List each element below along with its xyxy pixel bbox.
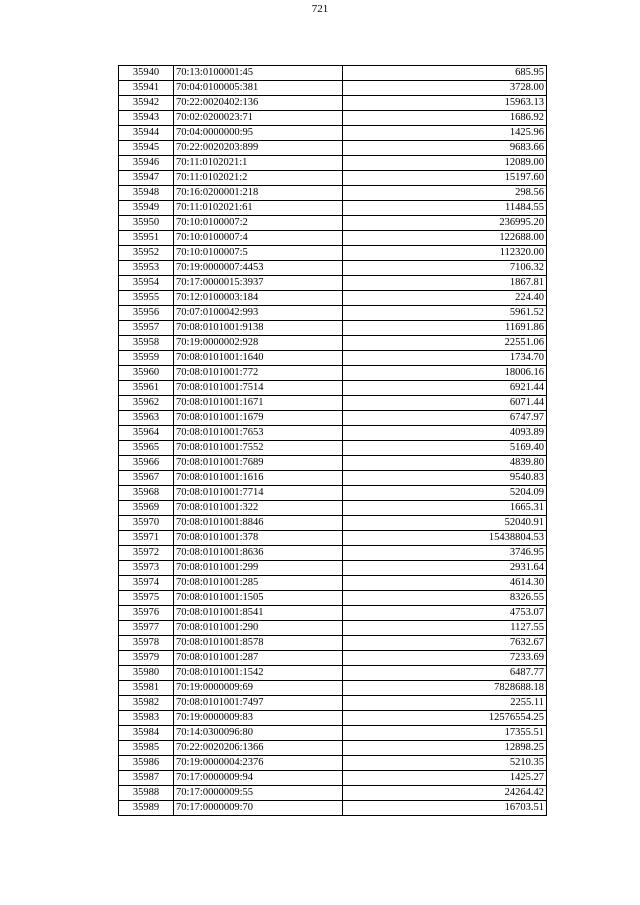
row-number-cell: 35978 bbox=[119, 636, 174, 651]
row-number-cell: 35948 bbox=[119, 186, 174, 201]
value-cell: 4614.30 bbox=[343, 576, 547, 591]
table-row bbox=[119, 96, 547, 111]
table-row bbox=[119, 471, 547, 486]
table-row bbox=[119, 426, 547, 441]
cadastral-number-cell: 70:08:0101001:299 bbox=[174, 561, 343, 576]
value-cell: 112320.00 bbox=[343, 246, 547, 261]
row-number-cell: 35941 bbox=[119, 81, 174, 96]
table-row bbox=[119, 171, 547, 186]
cadastral-number-cell: 70:02:0200023:71 bbox=[174, 111, 343, 126]
row-number-cell: 35972 bbox=[119, 546, 174, 561]
table-row bbox=[119, 591, 547, 606]
row-number-cell: 35943 bbox=[119, 111, 174, 126]
cadastral-number-cell: 70:11:0102021:61 bbox=[174, 201, 343, 216]
row-number-cell: 35944 bbox=[119, 126, 174, 141]
cadastral-number-cell: 70:12:0100003:184 bbox=[174, 291, 343, 306]
cadastral-number-cell: 70:08:0101001:1542 bbox=[174, 666, 343, 681]
page-number: 721 bbox=[311, 3, 329, 15]
cadastral-number-cell: 70:08:0101001:7653 bbox=[174, 426, 343, 441]
value-cell: 7233.69 bbox=[343, 651, 547, 666]
table-row bbox=[119, 261, 547, 276]
table-row bbox=[119, 141, 547, 156]
cadastral-number-cell: 70:22:0020402:136 bbox=[174, 96, 343, 111]
value-cell: 7828688.18 bbox=[343, 681, 547, 696]
row-number-cell: 35954 bbox=[119, 276, 174, 291]
cadastral-number-cell: 70:07:0100042:993 bbox=[174, 306, 343, 321]
table-row bbox=[119, 276, 547, 291]
row-number-cell: 35967 bbox=[119, 471, 174, 486]
value-cell: 6921.44 bbox=[343, 381, 547, 396]
row-number-cell: 35950 bbox=[119, 216, 174, 231]
row-number-cell: 35960 bbox=[119, 366, 174, 381]
row-number-cell: 35951 bbox=[119, 231, 174, 246]
registry-table-body bbox=[119, 66, 547, 816]
value-cell: 1665.31 bbox=[343, 501, 547, 516]
cadastral-number-cell: 70:08:0101001:290 bbox=[174, 621, 343, 636]
value-cell: 16703.51 bbox=[343, 801, 547, 816]
cadastral-number-cell: 70:19:0000009:83 bbox=[174, 711, 343, 726]
value-cell: 685.95 bbox=[343, 66, 547, 81]
value-cell: 2931.64 bbox=[343, 561, 547, 576]
cadastral-number-cell: 70:19:0000009:69 bbox=[174, 681, 343, 696]
table-row bbox=[119, 186, 547, 201]
value-cell: 12576554.25 bbox=[343, 711, 547, 726]
cadastral-number-cell: 70:10:0100007:4 bbox=[174, 231, 343, 246]
row-number-cell: 35976 bbox=[119, 606, 174, 621]
cadastral-number-cell: 70:10:0100007:2 bbox=[174, 216, 343, 231]
row-number-cell: 35970 bbox=[119, 516, 174, 531]
row-number-cell: 35974 bbox=[119, 576, 174, 591]
cadastral-number-cell: 70:08:0101001:322 bbox=[174, 501, 343, 516]
cadastral-number-cell: 70:08:0101001:1640 bbox=[174, 351, 343, 366]
value-cell: 18006.16 bbox=[343, 366, 547, 381]
table-row bbox=[119, 711, 547, 726]
value-cell: 24264.42 bbox=[343, 786, 547, 801]
cadastral-number-cell: 70:11:0102021:1 bbox=[174, 156, 343, 171]
value-cell: 5961.52 bbox=[343, 306, 547, 321]
table-row bbox=[119, 771, 547, 786]
cadastral-number-cell: 70:17:0000009:94 bbox=[174, 771, 343, 786]
value-cell: 7106.32 bbox=[343, 261, 547, 276]
cadastral-number-cell: 70:08:0101001:378 bbox=[174, 531, 343, 546]
table-row bbox=[119, 111, 547, 126]
cadastral-number-cell: 70:10:0100007:5 bbox=[174, 246, 343, 261]
row-number-cell: 35963 bbox=[119, 411, 174, 426]
row-number-cell: 35979 bbox=[119, 651, 174, 666]
row-number-cell: 35946 bbox=[119, 156, 174, 171]
cadastral-number-cell: 70:08:0101001:8578 bbox=[174, 636, 343, 651]
value-cell: 4093.89 bbox=[343, 426, 547, 441]
value-cell: 17355.51 bbox=[343, 726, 547, 741]
cadastral-number-cell: 70:08:0101001:285 bbox=[174, 576, 343, 591]
table-row bbox=[119, 531, 547, 546]
value-cell: 1686.92 bbox=[343, 111, 547, 126]
row-number-cell: 35957 bbox=[119, 321, 174, 336]
row-number-cell: 35942 bbox=[119, 96, 174, 111]
table-row bbox=[119, 576, 547, 591]
value-cell: 3746.95 bbox=[343, 546, 547, 561]
cadastral-number-cell: 70:08:0101001:8541 bbox=[174, 606, 343, 621]
value-cell: 1867.81 bbox=[343, 276, 547, 291]
table-row bbox=[119, 216, 547, 231]
value-cell: 11484.55 bbox=[343, 201, 547, 216]
value-cell: 1425.96 bbox=[343, 126, 547, 141]
cadastral-number-cell: 70:08:0101001:9138 bbox=[174, 321, 343, 336]
table-row bbox=[119, 456, 547, 471]
cadastral-number-cell: 70:13:0100001:45 bbox=[174, 66, 343, 81]
row-number-cell: 35949 bbox=[119, 201, 174, 216]
value-cell: 15963.13 bbox=[343, 96, 547, 111]
table-row bbox=[119, 801, 547, 816]
cadastral-number-cell: 70:08:0101001:772 bbox=[174, 366, 343, 381]
table-row bbox=[119, 81, 547, 96]
table-row bbox=[119, 696, 547, 711]
table-row bbox=[119, 651, 547, 666]
value-cell: 298.56 bbox=[343, 186, 547, 201]
value-cell: 15438804.53 bbox=[343, 531, 547, 546]
row-number-cell: 35982 bbox=[119, 696, 174, 711]
table-row bbox=[119, 786, 547, 801]
value-cell: 7632.67 bbox=[343, 636, 547, 651]
cadastral-number-cell: 70:08:0101001:7689 bbox=[174, 456, 343, 471]
row-number-cell: 35956 bbox=[119, 306, 174, 321]
value-cell: 9540.83 bbox=[343, 471, 547, 486]
table-row bbox=[119, 306, 547, 321]
table-row bbox=[119, 366, 547, 381]
cadastral-number-cell: 70:08:0101001:7714 bbox=[174, 486, 343, 501]
row-number-cell: 35977 bbox=[119, 621, 174, 636]
value-cell: 8326.55 bbox=[343, 591, 547, 606]
cadastral-number-cell: 70:08:0101001:1671 bbox=[174, 396, 343, 411]
table-row bbox=[119, 126, 547, 141]
table-row bbox=[119, 621, 547, 636]
table-row bbox=[119, 441, 547, 456]
value-cell: 11691.86 bbox=[343, 321, 547, 336]
table-row bbox=[119, 606, 547, 621]
row-number-cell: 35958 bbox=[119, 336, 174, 351]
row-number-cell: 35945 bbox=[119, 141, 174, 156]
table-row bbox=[119, 381, 547, 396]
cadastral-number-cell: 70:19:0000004:2376 bbox=[174, 756, 343, 771]
row-number-cell: 35968 bbox=[119, 486, 174, 501]
value-cell: 15197.60 bbox=[343, 171, 547, 186]
row-number-cell: 35953 bbox=[119, 261, 174, 276]
table-row bbox=[119, 336, 547, 351]
row-number-cell: 35964 bbox=[119, 426, 174, 441]
row-number-cell: 35947 bbox=[119, 171, 174, 186]
value-cell: 9683.66 bbox=[343, 141, 547, 156]
table-row bbox=[119, 636, 547, 651]
row-number-cell: 35989 bbox=[119, 801, 174, 816]
cadastral-number-cell: 70:08:0101001:7514 bbox=[174, 381, 343, 396]
value-cell: 4839.80 bbox=[343, 456, 547, 471]
cadastral-number-cell: 70:17:0000009:70 bbox=[174, 801, 343, 816]
cadastral-number-cell: 70:16:0200001:218 bbox=[174, 186, 343, 201]
row-number-cell: 35980 bbox=[119, 666, 174, 681]
cadastral-number-cell: 70:22:0020203:899 bbox=[174, 141, 343, 156]
cadastral-number-cell: 70:11:0102021:2 bbox=[174, 171, 343, 186]
row-number-cell: 35955 bbox=[119, 291, 174, 306]
cadastral-number-cell: 70:04:0100005:381 bbox=[174, 81, 343, 96]
value-cell: 12089.00 bbox=[343, 156, 547, 171]
table-row bbox=[119, 666, 547, 681]
table-row bbox=[119, 681, 547, 696]
value-cell: 1127.55 bbox=[343, 621, 547, 636]
row-number-cell: 35952 bbox=[119, 246, 174, 261]
table-row bbox=[119, 351, 547, 366]
row-number-cell: 35962 bbox=[119, 396, 174, 411]
cadastral-number-cell: 70:17:0000009:55 bbox=[174, 786, 343, 801]
table-row bbox=[119, 291, 547, 306]
row-number-cell: 35984 bbox=[119, 726, 174, 741]
table-row bbox=[119, 516, 547, 531]
row-number-cell: 35959 bbox=[119, 351, 174, 366]
row-number-cell: 35983 bbox=[119, 711, 174, 726]
value-cell: 6487.77 bbox=[343, 666, 547, 681]
row-number-cell: 35940 bbox=[119, 66, 174, 81]
row-number-cell: 35985 bbox=[119, 741, 174, 756]
table-row bbox=[119, 246, 547, 261]
table-row bbox=[119, 741, 547, 756]
cadastral-number-cell: 70:22:0020206:1366 bbox=[174, 741, 343, 756]
row-number-cell: 35975 bbox=[119, 591, 174, 606]
cadastral-number-cell: 70:19:0000002:928 bbox=[174, 336, 343, 351]
cadastral-number-cell: 70:04:0000000:95 bbox=[174, 126, 343, 141]
cadastral-number-cell: 70:17:0000015:3937 bbox=[174, 276, 343, 291]
cadastral-number-cell: 70:08:0101001:7552 bbox=[174, 441, 343, 456]
cadastral-number-cell: 70:14:0300096:80 bbox=[174, 726, 343, 741]
value-cell: 1425.27 bbox=[343, 771, 547, 786]
row-number-cell: 35965 bbox=[119, 441, 174, 456]
registry-table bbox=[118, 65, 547, 816]
cadastral-number-cell: 70:08:0101001:7497 bbox=[174, 696, 343, 711]
value-cell: 3728.00 bbox=[343, 81, 547, 96]
table-row bbox=[119, 321, 547, 336]
table-row bbox=[119, 231, 547, 246]
cadastral-number-cell: 70:08:0101001:287 bbox=[174, 651, 343, 666]
value-cell: 4753.07 bbox=[343, 606, 547, 621]
row-number-cell: 35986 bbox=[119, 756, 174, 771]
table-row bbox=[119, 546, 547, 561]
value-cell: 52040.91 bbox=[343, 516, 547, 531]
table-row bbox=[119, 501, 547, 516]
value-cell: 5210.35 bbox=[343, 756, 547, 771]
cadastral-number-cell: 70:08:0101001:8636 bbox=[174, 546, 343, 561]
value-cell: 5204.09 bbox=[343, 486, 547, 501]
row-number-cell: 35969 bbox=[119, 501, 174, 516]
cadastral-number-cell: 70:08:0101001:1679 bbox=[174, 411, 343, 426]
value-cell: 5169.40 bbox=[343, 441, 547, 456]
value-cell: 224.40 bbox=[343, 291, 547, 306]
table-row bbox=[119, 561, 547, 576]
row-number-cell: 35981 bbox=[119, 681, 174, 696]
cadastral-number-cell: 70:19:0000007:4453 bbox=[174, 261, 343, 276]
table-row bbox=[119, 201, 547, 216]
cadastral-number-cell: 70:08:0101001:1505 bbox=[174, 591, 343, 606]
row-number-cell: 35987 bbox=[119, 771, 174, 786]
cadastral-number-cell: 70:08:0101001:1616 bbox=[174, 471, 343, 486]
value-cell: 2255.11 bbox=[343, 696, 547, 711]
row-number-cell: 35966 bbox=[119, 456, 174, 471]
row-number-cell: 35988 bbox=[119, 786, 174, 801]
value-cell: 12898.25 bbox=[343, 741, 547, 756]
value-cell: 22551.06 bbox=[343, 336, 547, 351]
value-cell: 236995.20 bbox=[343, 216, 547, 231]
row-number-cell: 35971 bbox=[119, 531, 174, 546]
value-cell: 122688.00 bbox=[343, 231, 547, 246]
value-cell: 1734.70 bbox=[343, 351, 547, 366]
table-row bbox=[119, 756, 547, 771]
table-row bbox=[119, 486, 547, 501]
value-cell: 6071.44 bbox=[343, 396, 547, 411]
row-number-cell: 35961 bbox=[119, 381, 174, 396]
table-row bbox=[119, 156, 547, 171]
table-row bbox=[119, 396, 547, 411]
cadastral-number-cell: 70:08:0101001:8846 bbox=[174, 516, 343, 531]
table-row bbox=[119, 66, 547, 81]
table-row bbox=[119, 726, 547, 741]
value-cell: 6747.97 bbox=[343, 411, 547, 426]
row-number-cell: 35973 bbox=[119, 561, 174, 576]
table-row bbox=[119, 411, 547, 426]
